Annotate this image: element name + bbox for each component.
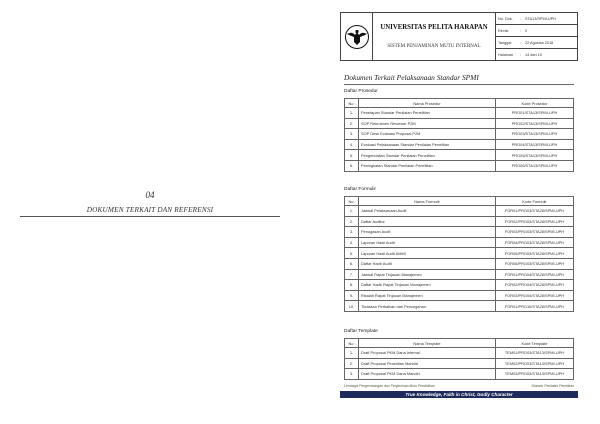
prosedur-heading: Daftar Prosedur — [344, 89, 378, 94]
row-name: SOP Desk Evaluasi Proposal P2M — [359, 129, 496, 140]
footer-standard: Standar Penilaian Penelitian — [531, 384, 574, 388]
row-name: Draft Proposal PKM Dana Internal — [359, 348, 496, 359]
table-row — [345, 118, 574, 129]
row-number: 2. — [345, 216, 359, 227]
header-code: Kode Template — [496, 339, 574, 348]
meta-label: No. Dok. — [498, 16, 513, 21]
table-row — [345, 227, 574, 238]
table-row — [345, 280, 574, 291]
row-code: PRO05/STA13/SPMI-UPH — [496, 150, 574, 161]
table-row — [345, 108, 574, 119]
university-name: UNIVERSITAS PELITA HARAPAN — [380, 24, 488, 31]
table-row — [345, 206, 574, 217]
chapter-number: 04 — [145, 190, 155, 200]
footer-institution: Lembaga Pengembangan dan Penjaminan Mutu Pendidikan — [344, 384, 435, 388]
row-number: 3. — [345, 227, 359, 238]
row-code: FOR04/PRO03/STA28/SPMI-UPH — [496, 237, 574, 248]
row-number: 1. — [345, 206, 359, 217]
row-code: PRO03/STA13/SPMI-UPH — [496, 129, 574, 140]
row-number: 10. — [345, 301, 359, 312]
row-code: FOR02/PRO03/STA28/SPMI-UPH — [496, 216, 574, 227]
row-number: 7. — [345, 269, 359, 280]
row-name: Draft Proposal PKM Dana Mandiri — [359, 369, 496, 380]
meta-row-doc-no: No. Dok. : STA13/SPMI-UPH — [496, 13, 577, 25]
table-row — [345, 369, 574, 380]
row-code: FOR01/PRO04/STA28/SPMI-UPH — [496, 269, 574, 280]
table-header-row — [345, 339, 574, 348]
table-row — [345, 150, 574, 161]
row-number: 6. — [345, 160, 359, 171]
row-number: 4. — [345, 139, 359, 150]
row-code: TEM03/PRO03/STA13/SPMI-UPH — [496, 369, 574, 380]
row-number: 9. — [345, 290, 359, 301]
row-code: TEM02/PRO03/STA13/SPMI-UPH — [496, 358, 574, 369]
table-header-row — [345, 197, 574, 206]
prosedur-rows — [345, 108, 574, 172]
meta-value: 0 — [525, 28, 528, 33]
header-name: Nama Template — [359, 339, 496, 348]
row-name: Daftar Hadir Rapat Tinjauan Manajemen — [359, 280, 496, 291]
row-code: FOR01/PRO03/STA28/SPMI-UPH — [496, 206, 574, 217]
footer-tagline-bar: True Knowledge, Faith in Christ, Godly Character — [340, 391, 578, 398]
row-number: 1. — [345, 348, 359, 359]
right-page — [340, 12, 578, 404]
meta-label: Tanggal — [498, 40, 512, 45]
meta-label: Revisi — [498, 28, 509, 33]
header-code: Kode Formulir — [496, 197, 574, 206]
table-row — [345, 290, 574, 301]
row-name: Daftar Hadir Audit — [359, 258, 496, 269]
row-name: Laporan Hasil Audit — [359, 237, 496, 248]
row-name: Penugasan Audit — [359, 227, 496, 238]
row-code: FOR05/PRO03/STA28/SPMI-UPH — [496, 248, 574, 259]
row-code: PRO02/STA13/SPMI-UPH — [496, 118, 574, 129]
row-code: PRO04/STA13/SPMI-UPH — [496, 139, 574, 150]
row-code: FOR01/PRO10/STA28/SPMI-UPH — [496, 301, 574, 312]
row-number: 3. — [345, 369, 359, 380]
row-number: 1. — [345, 108, 359, 119]
row-number: 8. — [345, 280, 359, 291]
formulir-rows — [345, 206, 574, 312]
row-name: Daftar Auditor — [359, 216, 496, 227]
header-meta — [496, 13, 577, 60]
row-name: Pengendalian Standar Penilaian Penelitian — [359, 150, 496, 161]
meta-value: 22 Agustus 2018 — [525, 40, 554, 45]
table-row — [345, 139, 574, 150]
meta-label: Halaman — [498, 52, 514, 57]
row-number: 3. — [345, 129, 359, 140]
table-row — [345, 248, 574, 259]
row-name: SOP Rekrutmen Reviewer P2M — [359, 118, 496, 129]
table-row — [345, 258, 574, 269]
row-name: Risalah Rapat Tinjauan Manajemen — [359, 290, 496, 301]
row-number: 4. — [345, 237, 359, 248]
row-number: 2. — [345, 358, 359, 369]
row-number: 5. — [345, 248, 359, 259]
row-code: FOR03/PRO04/STA28/SPMI-UPH — [496, 290, 574, 301]
header-logo-cell — [341, 13, 373, 60]
row-name: Tindakan Perbaikan dan Pencegahan — [359, 301, 496, 312]
section-title: Dokumen Terkait Pelaksanaan Standar SPMI — [344, 73, 574, 85]
row-name: Jadwal Pelaksanaan Audit — [359, 206, 496, 217]
meta-value: STA13/SPMI-UPH — [525, 16, 556, 21]
row-number: 6. — [345, 258, 359, 269]
row-name: Peningkatan Standar Penilaian Penelitian — [359, 160, 496, 171]
header-code: Kode Prosedur — [496, 99, 574, 108]
row-name: Laporan Hasil Audit AMMI — [359, 248, 496, 259]
table-row — [345, 160, 574, 171]
header-no: No. — [345, 197, 359, 206]
template-rows — [345, 348, 574, 380]
table-row — [345, 216, 574, 227]
row-code: PRO06/STA13/SPMI-UPH — [496, 160, 574, 171]
header-name: Nama Prosedur — [359, 99, 496, 108]
table-row — [345, 358, 574, 369]
header-name: Nama Formulir — [359, 197, 496, 206]
system-name: SISTEM PENJAMINAN MUTU INTERNAL — [387, 44, 481, 49]
university-eagle-logo-icon — [344, 24, 370, 50]
table-row — [345, 301, 574, 312]
row-name: Jadwal Rapat Tinjauan Manajemen — [359, 269, 496, 280]
row-code: PRO01/STA13/SPMI-UPH — [496, 108, 574, 119]
table-header-row — [345, 99, 574, 108]
template-heading: Daftar Template — [344, 329, 378, 334]
table-row — [345, 129, 574, 140]
prosedur-table — [344, 98, 574, 172]
meta-row-page: Halaman : 14 dari 15 — [498, 52, 542, 57]
template-table — [344, 338, 574, 380]
chapter-title: DOKUMEN TERKAIT DAN REFERENSI — [20, 206, 280, 217]
header-no: No. — [345, 99, 359, 108]
row-name: Evaluasi Pelaksanaan Standar Penilaian Penelitian — [359, 139, 496, 150]
header-no: No. — [345, 339, 359, 348]
meta-row-revision: Revisi : 0 — [496, 25, 577, 37]
meta-row-date: Tanggal : 22 Agustus 2018 — [496, 37, 577, 49]
row-number: 5. — [345, 150, 359, 161]
formulir-heading: Daftar Formulir — [344, 187, 376, 192]
formulir-table — [344, 196, 574, 312]
row-code: TEM01/PRO03/STA13/SPMI-UPH — [496, 348, 574, 359]
table-row — [345, 269, 574, 280]
row-name: Draft Proposal Penelitian Mandiri — [359, 358, 496, 369]
row-code: FOR03/PRO03/STA28/SPMI-UPH — [496, 227, 574, 238]
table-row — [345, 237, 574, 248]
row-name: Penetapan Standar Penilaian Penelitian — [359, 108, 496, 119]
row-number: 2. — [345, 118, 359, 129]
table-row — [345, 348, 574, 359]
document-header — [340, 12, 578, 61]
row-code: FOR02/PRO04/STA28/SPMI-UPH — [496, 280, 574, 291]
meta-value: 14 dari 15 — [525, 52, 542, 57]
row-code: FOR06/PRO03/STA28/SPMI-UPH — [496, 258, 574, 269]
header-center — [373, 13, 496, 60]
